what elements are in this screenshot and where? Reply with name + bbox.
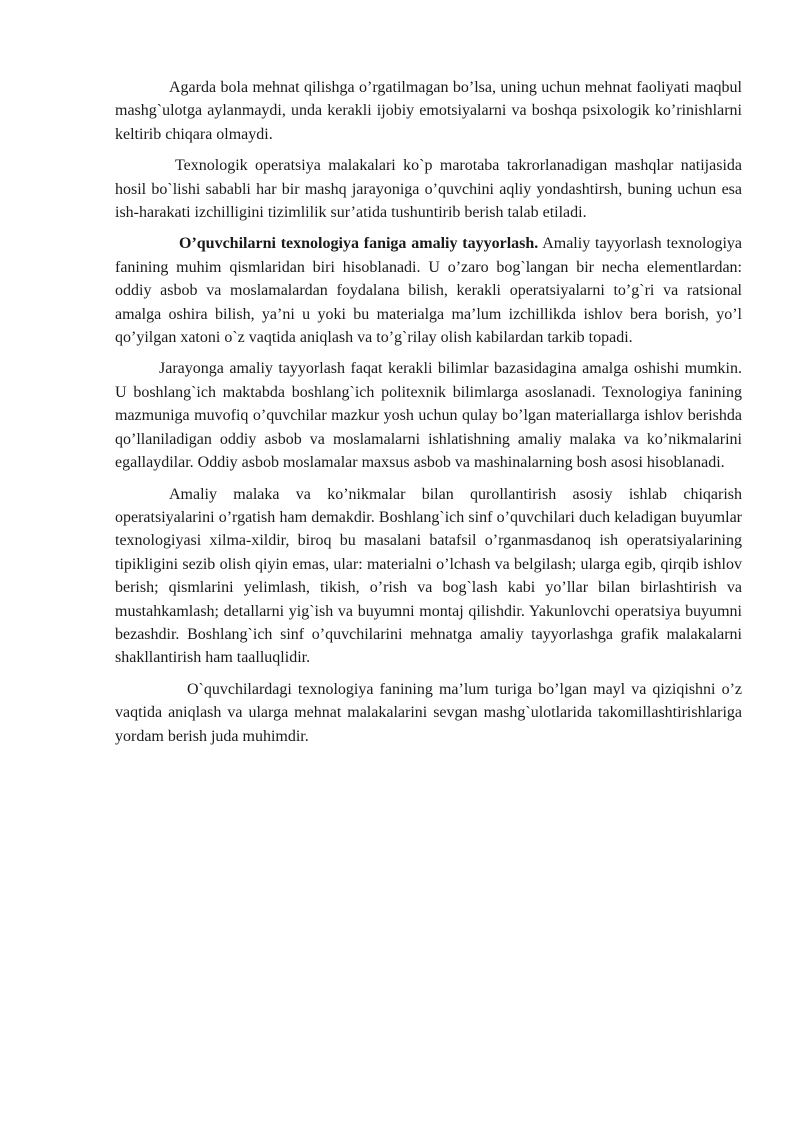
paragraph-2-text: Texnologik operatsiya malakalari ko`p marotaba takrorlanadigan mashqlar natijasida hosil bo`lishi sababli har bir mashq jarayoniga o’quvchini aqliy yondashtirsh, buning uchun esa ish-harakati izchilligini tizimlilik sur’atida tushuntirib berish talab etiladi. xyxy=(115,157,742,222)
paragraph-4-text: Jarayonga amaliy tayyorlash faqat kerakli bilimlar bazasidagina amalga oshishi mumkin. U boshlang`ich maktabda boshlang`ich politexnik bilimlarga asoslanadi. Texnologiya fanining mazmuniga muvofiq o’quvchilar mazkur yosh uchun qulay bo’lgan materiallarga ishlov berishda qo’llaniladigan oddiy asbob va moslamalarni ishlatishning amaliy malaka va ko’nikmalarini egallaydilar. Oddiy asbob moslamalar maxsus asbob va mashinalarning bosh asosi hisoblanadi. xyxy=(115,360,742,472)
paragraph-3-text: Amaliy tayyorlash texnologiya fanining muhim qismlaridan biri hisoblanadi. U o’zaro bog`langan bir necha elementlardan: oddiy asbob va moslamalardan foydalana bilish, kerakli operatsiyalarni to’g`ri va ratsional amalga oshira bilish, ya’ni u yoki bu materialga ma’lum izchillikda ishlov bera borish, yo’l qo’yilgan xatoni o`z vaqtida aniqlash va to’g`rilay olish kabilardan tarkib topadi. xyxy=(115,235,742,347)
paragraph-1 xyxy=(115,76,742,146)
paragraph-1-text: Agarda bola mehnat qilishga o’rgatilmagan bo’lsa, uning uchun mehnat faoliyati maqbul mashg`ulotga aylanmaydi, unda kerakli ijobiy emotsiyalarni va boshqa psixologik ko’rinishlarni keltirib chiqara olmaydi. xyxy=(115,79,742,143)
paragraph-6-text: O`quvchilardagi texnologiya fanining ma’lum turiga bo’lgan mayl va qiziqishni o’z vaqtida aniqlash va ularga mehnat malakalarini sevgan mashg`ulotlarida takomillashtirishlariga yordam berish juda muhimdir. xyxy=(115,680,742,745)
paragraph-5 xyxy=(115,483,742,670)
paragraph-4 xyxy=(115,357,742,474)
paragraph-3-heading: O’quvchilarni texnologiya faniga amaliy tayyorlash. xyxy=(179,235,539,253)
paragraph-5-text: Amaliy malaka va ko’nikmalar bilan qurollantirish asosiy ishlab chiqarish operatsiyalarini o’rgatish ham demakdir. Boshlang`ich sinf o’quvchilari duch keladigan buyumlar texnologiyasi xilma-xildir, biroq bu masalani batafsil o’rganmasdanoq ish operatsiyalarining tipikligini sezib olish qiyin emas, ular: materialni o’lchash va belgilash; ularga egib, qirqib ishlov berish; qismlarini yelimlash, tikish, o’rish va bog`lash kabi yo’llar bilan birlashtirish va mustahkamlash; detallarni yig`ish va buyumni montaj qilishdir. Yakunlovchi operatsiya buyumni bezashdir. Boshlang`ich sinf o’quvchilarini mehnatga amaliy tayyorlashga grafik malakalarni shakllantirish ham taalluqlidir. xyxy=(115,485,742,667)
paragraph-2 xyxy=(115,154,742,224)
paragraph-6 xyxy=(115,678,742,748)
paragraph-3 xyxy=(115,232,742,349)
document-page xyxy=(115,76,742,756)
